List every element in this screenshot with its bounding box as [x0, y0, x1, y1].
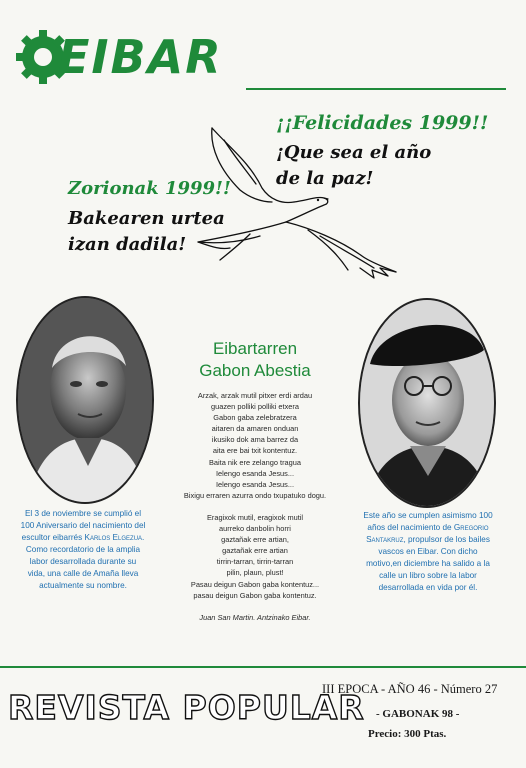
song-line: Baita nik ere zelango tragua: [208, 457, 302, 467]
right-caption: [360, 510, 496, 594]
right-caption-name: Gregorio Santakruz: [366, 523, 489, 544]
song-line: pasau deigun Gabon gaba kontentuz.: [193, 590, 317, 600]
song-line: guazen polliki polliki etxera: [211, 402, 299, 412]
left-caption-name: Karlos Elgezua: [84, 533, 143, 542]
footer-rule: [0, 666, 526, 668]
basque-greeting-line: Bakearen urtea: [68, 208, 225, 229]
price-label: Precio: 300 Ptas.: [368, 728, 447, 740]
spanish-greeting-line: de la paz!: [276, 168, 374, 189]
song-title-line: Eibartarren: [212, 339, 298, 358]
song-line: pilin, plaun, plust!: [226, 568, 284, 578]
song-line: gaztañak erre artian,: [221, 535, 289, 545]
song-line: aurreko danbolin horri: [219, 524, 291, 534]
left-caption-text: El 3 de noviembre se cumplió el 100 Aniversario del nacimiento del escultor eibarrés: [20, 509, 146, 542]
song-lyrics: [150, 390, 360, 623]
song-title: [150, 338, 360, 382]
left-caption: [20, 508, 146, 592]
song-author: Juan San Martin. Antzinako Eibar.: [199, 612, 311, 622]
basque-greeting-title: Zorionak 1999!!: [68, 178, 231, 199]
portrait-karlos-elgezua: [16, 296, 154, 504]
song-line: Gabon gaba zelebratzera: [213, 413, 297, 423]
left-caption-text: . Como recordatorio de la amplia labor desarrollada durante su vida, una calle de Amaña lleva actualmente su nombre.: [25, 533, 145, 590]
dove-icon: [190, 118, 400, 280]
song-line: Ielengo esanda Jesus...: [215, 468, 295, 478]
portrait-gregorio-santakruz: [358, 298, 496, 508]
song-line: tirrin-tarran, tirrin-tarran: [216, 557, 294, 567]
song-line: Bixigu erraren azurra ondo txupatuko dogu.: [183, 490, 327, 500]
song-line: Eragixok mutil, eragixok mutil: [206, 512, 304, 522]
footer-title: REVISTA POPULAR: [8, 688, 365, 727]
song-line: aitaren da amaren onduan: [211, 424, 299, 434]
basque-greeting-line: izan dadila!: [68, 234, 187, 255]
masthead-rule: [246, 88, 506, 90]
song-line: gaztañak erre artian: [222, 546, 288, 556]
spanish-greeting-title: ¡¡Felicidades 1999!!: [276, 112, 489, 134]
song-line: Arzak, arzak mutil pitxer erdi ardau: [197, 391, 313, 400]
masthead-title: EIBAR: [58, 30, 223, 84]
song-title-line: Gabon Abestia: [199, 361, 311, 380]
issue-info: III EPOCA - AÑO 46 - Número 27: [322, 682, 498, 696]
spanish-greeting-line: ¡Que sea el año: [276, 142, 432, 163]
song-line: Ielengo esanda Jesus...: [215, 479, 295, 489]
stanza-gap: [150, 601, 360, 612]
song-line: ikusiko dok ama barrez da: [211, 435, 299, 445]
song-line: Pasau deigun Gabon gaba kontentuz...: [190, 579, 320, 589]
right-caption-text: Este año se cumplen asimismo 100 años del nacimiento de: [363, 511, 493, 532]
song-line: aita ere bai txit kontentuz.: [212, 446, 298, 456]
right-caption-text: , propulsor de los bailes vascos en Eibar. Con dicho motivo,en diciembre ha salido a la calle un libro sobre la labor desarrollada en vida por él.: [366, 535, 490, 592]
edition-label: - GABONAK 98 -: [376, 708, 460, 720]
stanza-gap: [150, 501, 360, 512]
